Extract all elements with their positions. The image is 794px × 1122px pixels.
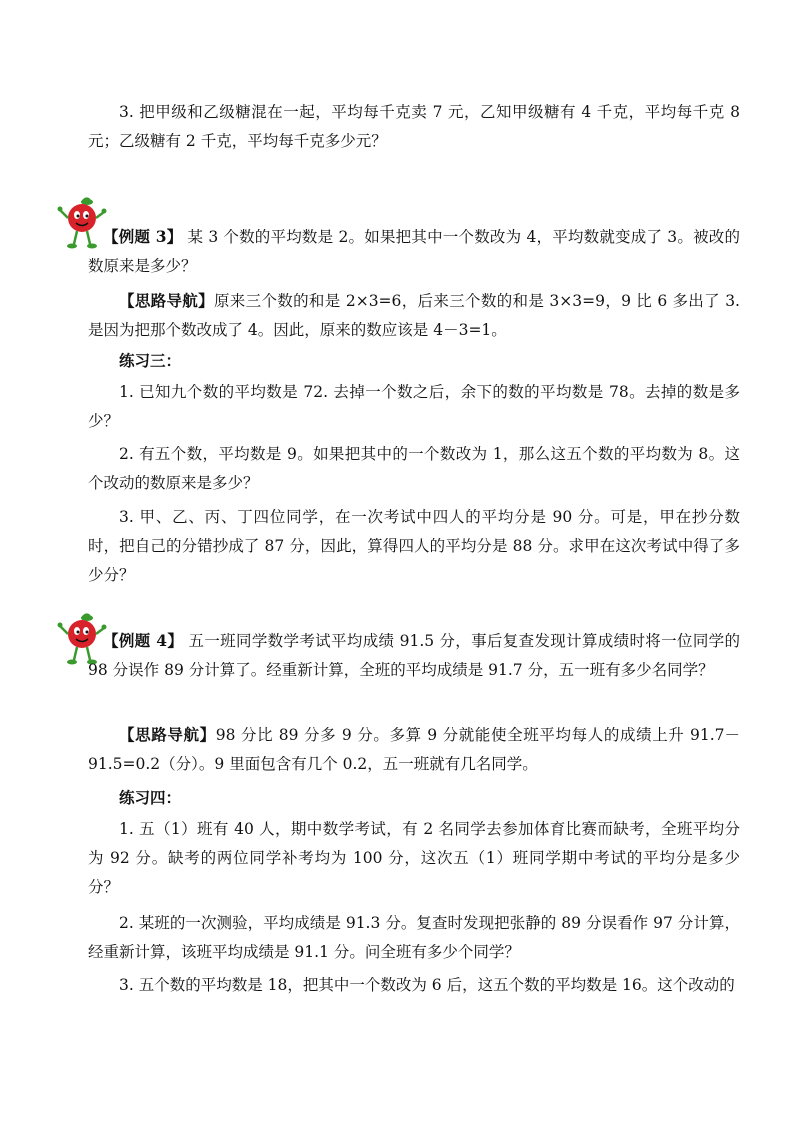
- exercise-4-item-3: 3. 五个数的平均数是 18，把其中一个数改为 6 后，这五个数的平均数是 16。这个改动的: [119, 976, 735, 994]
- exercise-3-item-1: 1. 已知九个数的平均数是 72. 去掉一个数之后，余下的数的平均数是 78。去掉的数是多少？: [88, 383, 740, 430]
- example-3-guide-label: 【思路导航】: [119, 291, 214, 310]
- example-4-question: 五一班同学数学考试平均成绩 91.5 分，事后复查发现计算成绩时将一位同学的 98 分误作 89 分计算了。经重新计算，全班的平均成绩是 91.7 分，五一班有多少名同学？: [88, 632, 741, 679]
- exercise-4-item-2: 2. 某班的一次测验，平均成绩是 91.3 分。复查时发现把张静的 89 分误看作 97 分计算，经重新计算，该班平均成绩是 91.1 分。问全班有多少个同学？: [88, 914, 740, 961]
- example-3-guide-text: 原来三个数的和是 2×3=6，后来三个数的和是 3×3=9，9 比 6 多出了 3. 是因为把那个数改成了 4。因此，原来的数应该是 4－3=1。: [88, 292, 740, 339]
- exercise-3-item-2: 2. 有五个数，平均数是 9。如果把其中的一个数改为 1，那么这五个数的平均数为 8。这个改动的数原来是多少？: [88, 445, 740, 492]
- example-4-guide: [88, 720, 740, 779]
- example-3-label: 【例题 3】: [103, 227, 183, 246]
- example-4-guide-text: 98 分比 89 分多 9 分。多算 9 分就能使全班平均每人的成绩上升 91.7－91.5=0.2（分）。9 里面包含有几个 0.2，五一班就有几名同学。: [88, 726, 740, 773]
- example-3: [88, 222, 740, 281]
- exercise-3-item-3: 3. 甲、乙、丙、丁四位同学，在一次考试中四人的平均分是 90 分。可是，甲在抄分数时，把自己的分错抄成了 87 分，因此，算得四人的平均分是 88 分。求甲在这次考试中得了多少分？: [88, 508, 740, 584]
- example-3-question: 某 3 个数的平均数是 2。如果把其中一个数改为 4，平均数就变成了 3。被改的数原来是多少？: [88, 228, 740, 275]
- exercise-4-title: 练习四：: [119, 788, 182, 807]
- example-4-guide-label: 【思路导航】: [119, 725, 216, 744]
- example-4: [88, 626, 740, 685]
- exercise-3-title: 练习三：: [119, 351, 182, 370]
- example-3-guide: [88, 286, 740, 345]
- problem-3-top: 3. 把甲级和乙级糖混在一起，平均每千克卖 7 元，乙知甲级糖有 4 千克，平均每千克 8 元；乙级糖有 2 千克，平均每千克多少元？: [88, 103, 740, 150]
- example-4-label: 【例题 4】: [103, 631, 184, 650]
- exercise-4-item-1: 1. 五（1）班有 40 人，期中数学考试，有 2 名同学去参加体育比赛而缺考，全班平均分为 92 分。缺考的两位同学补考均为 100 分，这次五（1）班同学期中考试的平均分是多少分？: [88, 820, 740, 896]
